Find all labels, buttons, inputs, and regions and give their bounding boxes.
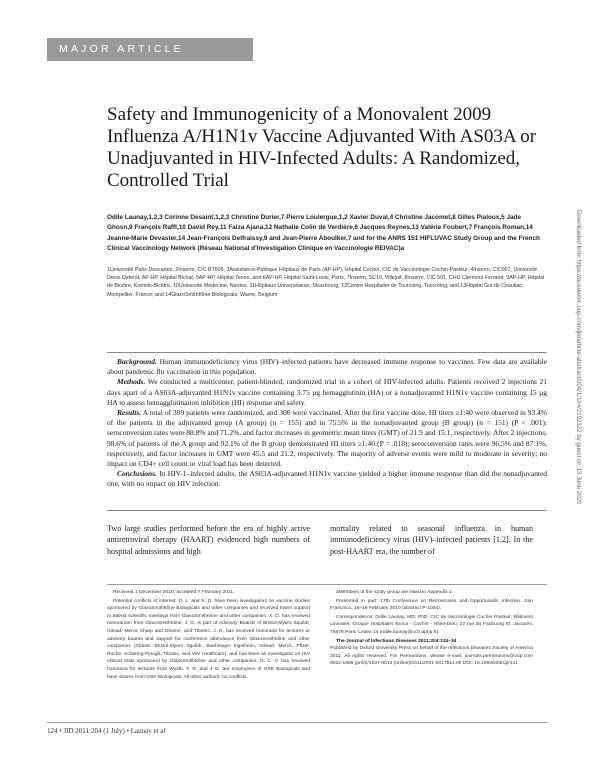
- journal-citation: [330, 638, 533, 668]
- abstract: [107, 357, 547, 490]
- abstract-background-text: Human immunodeficiency virus (HIV)–infected patients have decreased immune response to vaccines. Few data are available about pandemic flu vaccination in this population.: [107, 357, 547, 377]
- abstract-background-label: Background.: [117, 357, 157, 366]
- footnote-conflicts: Potential conflicts of interest: O. L. and X. D. have been investigators on vaccine studies sponsored by GlaxoSmithKline Biologicals and other companies and received travel support to attend scientific meetings from GlaxoSmithKline and other companies. X. D. has received honorarium from GlaxoSmithKline. J. G. is part of Advisory Boards of Bristol-Myers Squibb, Gilead, Merck Sharp and Dhome, and Tibotec. J. R. has received honoraria for lectures or advisory boards and support for conference attendance from GlaxoSmithKline and other companies (Abbott, Bristol-Myers Squibb, Boehringer Ingelheim, Gilead, Merck, Pfizer, Roche, Schering-Plough, Tibotec, and ViiV Heathcare); and has been an investigator on HIV clinical trials sponsored by GlaxoSmithKline and other companies. N. C. V. has received honoraria for lectures from Wyeth. F. R. and J.-D. are employees of GSK Biologicals and have shares from GSK Biologicals. All other authors: no conflicts.: [107, 598, 310, 680]
- abstract-top-rule: [107, 352, 547, 353]
- abstract-methods-text: We conducted a multicenter, patient-blinded, randomized trial in a cohort of HIV-infected adults. Patients received 2 injections 21 days apart of a AS03A-adjuvanted H1N1v vaccine containing 3.75 µg hemagglutinin (HA) or a nonadjuvanted H1N1v vaccine containing 15 µg HA to assess hemagglutination inhibition (HI) response and safety.: [107, 377, 547, 407]
- footnote-presented: Presented in part: 17th Conference on Retroviruses and Opportunistic Infection, San Francisco, 16–19 February 2010 (abstract P-1004).: [330, 598, 533, 612]
- abstract-methods: [107, 377, 547, 408]
- abstract-conclusions: [107, 469, 547, 489]
- page-footer: 124 • JID 2011:204 (1 July) • Launay et al: [47, 727, 166, 735]
- footnote-study-group: aMembers of the study group are listed in Appendix 1.: [336, 590, 453, 595]
- abstract-results-label: Results.: [117, 408, 142, 418]
- abstract-background: [107, 357, 547, 377]
- footnotes-left: [107, 589, 310, 682]
- abstract-bottom-rule: [107, 510, 547, 511]
- body-column-right: mortality related to seasonal influenza in human immunodeficiency virus (HIV)–infected patients [1,2]. In the post-HAART era, the number of: [330, 524, 533, 556]
- abstract-conclusions-label: Conclusions.: [117, 469, 157, 479]
- journal-publisher-info: Published by Oxford University Press on behalf of the Infectious Diseases Society of America 2011. All rights reserved. For Permissions, please e-mail: journals.permissions@oup.com 0022-1899 (print)/1537-6613 (online)/2011/2041-0017$14.00 DOI: 10.1093/infdis/jir211: [330, 646, 533, 667]
- footnote-rule: [107, 584, 547, 585]
- page-footer-rule: [47, 722, 547, 723]
- article-title: Safety and Immunogenicity of a Monovalent 2009 Influenza A/H1N1v Vaccine Adjuvanted With AS03A or Unadjuvanted in HIV-Infected Adults: A Randomized, Controlled Trial: [107, 104, 537, 191]
- article-type-banner: MAJOR ARTICLE: [47, 38, 253, 61]
- body-column-left: Two large studies performed before the era of highly active antiretroviral therapy (HAART) evidenced high numbers of hospital admissions and high: [107, 524, 310, 556]
- abstract-results: [107, 408, 547, 469]
- footnote-received: Received 1 December 2010; accepted 7 February 2011.: [113, 590, 235, 595]
- abstract-methods-label: Methods.: [117, 377, 146, 387]
- download-watermark-text: Downloaded from https://academic.oup.com/jid/article-abstract/204/1/124/2192322 by guest on 13 June 2020: [575, 210, 582, 505]
- download-watermark: [573, 210, 583, 585]
- author-affiliations: 1Université Paris Descartes, 2Inserm, CIC BT505, 3Assistance-Publique Hôpitaux de Paris (AP-HP), Hôpital Cochin, CIC de Vaccinologie Cochin-Pasteur, 4Inserm, CIC007, Université Denis Diderot, AP-HP, Hôpital Bichat, 5AP-HP, Hôpital Tenon, and 6AP-HP, Hôpital Saint-Louis, Paris, 7Inserm, SC10, Villejuif, 8Inserm, CIC 501, CHU Clermont Ferrand, 9AP-HP, Hôpital de Bicêtre, Kremlin-Bicêtre, 10Université Médecine, Nantes, 11Hôpitaux Universitaires, Strasbourg, 12Centre Hospitalier de Tourcoing, Tourcoing, and 13Hôpital Gui de Chauliac, Montpellier, France, and 14GlaxoSmithKline Biologicals, Wavre, Belgium: [107, 267, 545, 298]
- abstract-results-text: A total of 309 patients were randomized, and 306 were vaccinated. After the first vaccine dose, HI titers ≥1:40 were observed in 93.4% of the patients in the adjuvanted group (A group) (n = 155) and in 75.5% in the nonadjuvanted group (B group) (n = 151) (P < .001); seroconversion rates were 88.8% and 71.2%, and factor increases in geometric mean titers (GMT) of 21.9 and 15.1, respectively. After 2 injections, 98.6% of patients of the A group and 92.1% of the B group demonstrated HI titers ≥1:40 (P = .018); seroconversion rates were 96.5% and 87.1%, respectively, and factor increases in GMT were 45.5 and 21.2, respectively. The majority of adverse events were mild to moderate in severity; no impact on CD4+ cell count or viral load has been detected.: [107, 408, 547, 469]
- footnote-correspondence: Correspondence: Odile Launay, MD, PhD, CIC de Vaccinologie Cochin Pasteur, Bâtiment Lavoisier, Groupe Hospitalier Broca - Cochin - Hôtel-Dieu, 27 rue du Faubourg St. Jacques, 75679 Paris Cedex 14 (odile.launay@cch.aphp.fr).: [330, 614, 533, 635]
- journal-name: The Journal of Infectious Diseases 2011;204:124–34: [336, 638, 457, 644]
- author-list: Odile Launay,1,2,3 Corinne Desaint,1,2,3 Christine Durier,7 Pierre Loulergue,1,2 Xavier Duval,4 Christine Jacomet,8 Gilles Pialoux,5 Jade Ghosn,9 François Raffi,10 David Rey,11 Faiza Ajana,12 Nathalie Colin de Verdière,6 Jacques Reynes,13 Valérie Foubert,7 François Roman,14 Jeanne-Marie Devaster,14 Jean-François Delfraissy,9 and Jean-Pierre Aboulker,7 and for the ANRS 151 HIFLUVAC Study Group and the French Clinical Vaccinology Network (Réseau National d'Investigation Clinique en Vaccinologie REIVAC)a: [107, 214, 540, 253]
- abstract-conclusions-text: In HIV-1–infected adults, the AS03A-adjuvanted H1N1v vaccine yielded a higher immune response than did the nonadjuvanted one, with no impact on HIV infection.: [107, 469, 547, 489]
- footnotes-right: [330, 589, 533, 669]
